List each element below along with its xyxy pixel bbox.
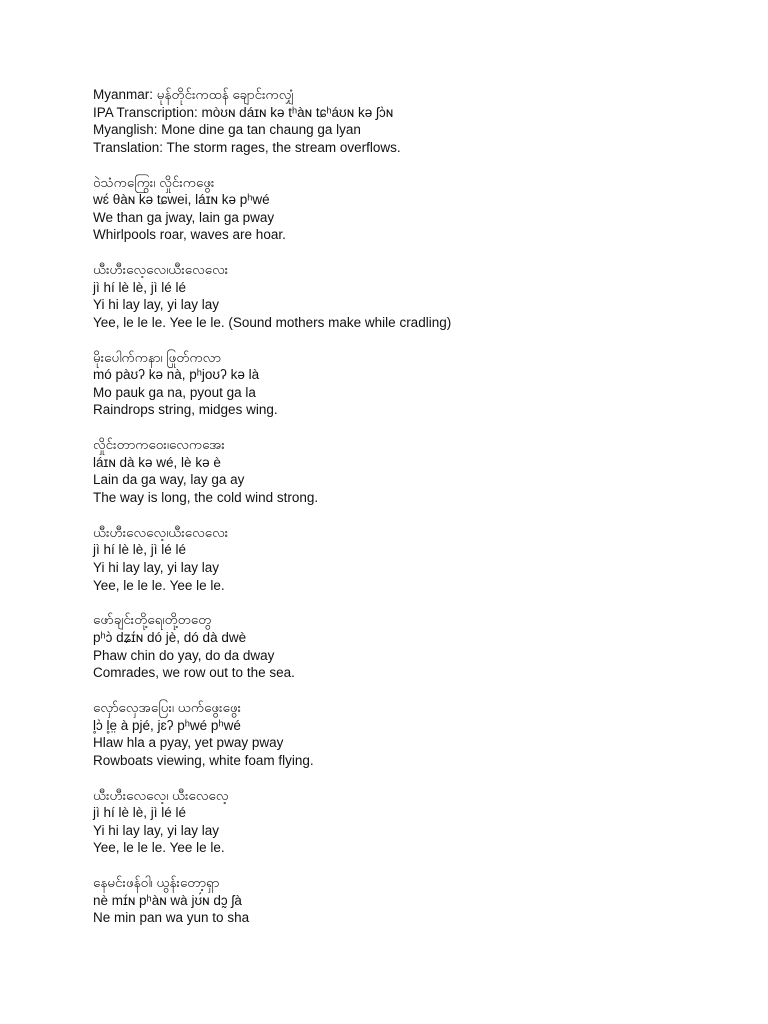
myanglish-line: Yi hi lay lay, yi lay lay xyxy=(93,297,220,313)
myanmar-line: ယီးဟီးလေလေ့၊ယီးလေလေး xyxy=(93,524,229,540)
myanglish-line: Lain da ga way, lay ga ay xyxy=(93,472,245,488)
stanza-6 xyxy=(93,524,733,594)
myanglish-line: Yi hi lay lay, yi lay lay xyxy=(93,822,220,838)
stanza-5 xyxy=(93,436,733,506)
myanmar-line: ယီးဟီးလေ့လေ၊ယီးလေလေး xyxy=(93,262,229,278)
stanza-1 xyxy=(93,86,733,156)
myanglish-line: We than ga jway, lain ga pway xyxy=(93,209,275,225)
myanmar-line: နေမင်းဖန်ဝါ၊ ယွန်းတော့ရှာ xyxy=(93,875,220,891)
document-page xyxy=(93,86,733,944)
myanglish-line: Hlaw hla a pyay, yet pway pway xyxy=(93,735,284,751)
translation-line: The way is long, the cold wind strong. xyxy=(93,490,319,506)
stanza-4 xyxy=(93,349,733,419)
myanglish-line: Yi hi lay lay, yi lay lay xyxy=(93,560,220,575)
ipa-line: pʰɔ̀ dʑɪ́ɴ dó jè, dó dà dwè xyxy=(93,629,247,645)
myanmar-line: ဖော်ချင်းတို့ရေ၊တို့တတွေ xyxy=(93,612,212,628)
ipa-line: nè mɪ́ɴ pʰàɴ wà jʊ́ɴ dɔ̰ ʃà xyxy=(93,892,242,908)
translation-line: Comrades, we row out to the sea. xyxy=(93,665,295,681)
ipa-line: l̥ɔ̀ l̥e̤ à pjé, jɛʔ pʰwé pʰwé xyxy=(93,717,241,733)
myanglish-line: Mo pauk ga na, pyout ga la xyxy=(93,384,256,400)
stanza-7 xyxy=(93,611,733,681)
stanza-10 xyxy=(93,874,733,927)
translation-line: Yee, le le le. Yee le le. xyxy=(93,840,225,856)
ipa-line: wɛ́ θàɴ kə tɕwei, láɪɴ kə pʰwé xyxy=(93,192,270,208)
myanmar-line: လှိုင်းတာကဝေး၊လေကအေး xyxy=(93,437,225,453)
ipa-line: mó pàʊʔ kə nà, pʰjoʊʔ kə là xyxy=(93,367,260,383)
myanmar-line: Myanmar: မုန်တိုင်းကထန် ချောင်းကလျှံ xyxy=(93,87,295,102)
ipa-line: jì hí lè lè, jì lé lé xyxy=(93,279,187,295)
translation-line: Translation: The storm rages, the stream overflows. xyxy=(93,139,401,155)
translation-line: Yee, le le le. Yee le le. xyxy=(93,577,225,593)
translation-line: Rowboats viewing, white foam flying. xyxy=(93,752,314,768)
ipa-line: láɪɴ dà kə wé, lè kə è xyxy=(93,454,221,470)
stanza-9 xyxy=(93,787,733,857)
translation-line: Whirlpools roar, waves are hoar. xyxy=(93,227,286,243)
ipa-line: jì hí lè lè, jì lé lé xyxy=(93,805,187,821)
stanza-2 xyxy=(93,174,733,244)
myanmar-line: မိုးပေါက်ကနာ၊ ဖြုတ်ကလာ xyxy=(93,349,221,365)
translation-line: Raindrops string, midges wing. xyxy=(93,402,278,418)
stanza-8 xyxy=(93,699,733,769)
ipa-line: jì hí lè lè, jì lé lé xyxy=(93,542,187,558)
stanza-3 xyxy=(93,261,733,331)
myanmar-line: ဝဲသံကကြွေး၊ လှိုင်းကဖွေး xyxy=(93,174,215,190)
myanglish-line: Ne min pan wa yun to sha xyxy=(93,910,250,926)
myanglish-line: Myanglish: Mone dine ga tan chaung ga lyan xyxy=(93,122,361,138)
myanmar-line: လှော်လှေအပြေး၊ ယက်ဖွေးဖွေး xyxy=(93,699,242,715)
ipa-line: IPA Transcription: mòʊɴ dáɪɴ kə tʰàɴ tɕʰáʊɴ kə ʃɔ̀ɴ xyxy=(93,104,394,120)
translation-line: Yee, le le le. Yee le le. (Sound mothers make while cradling) xyxy=(93,314,452,330)
myanglish-line: Phaw chin do yay, do da dway xyxy=(93,647,275,663)
myanmar-line: ယီးဟီးလေလေ့၊ ယီးလေလေ့ xyxy=(93,787,229,803)
